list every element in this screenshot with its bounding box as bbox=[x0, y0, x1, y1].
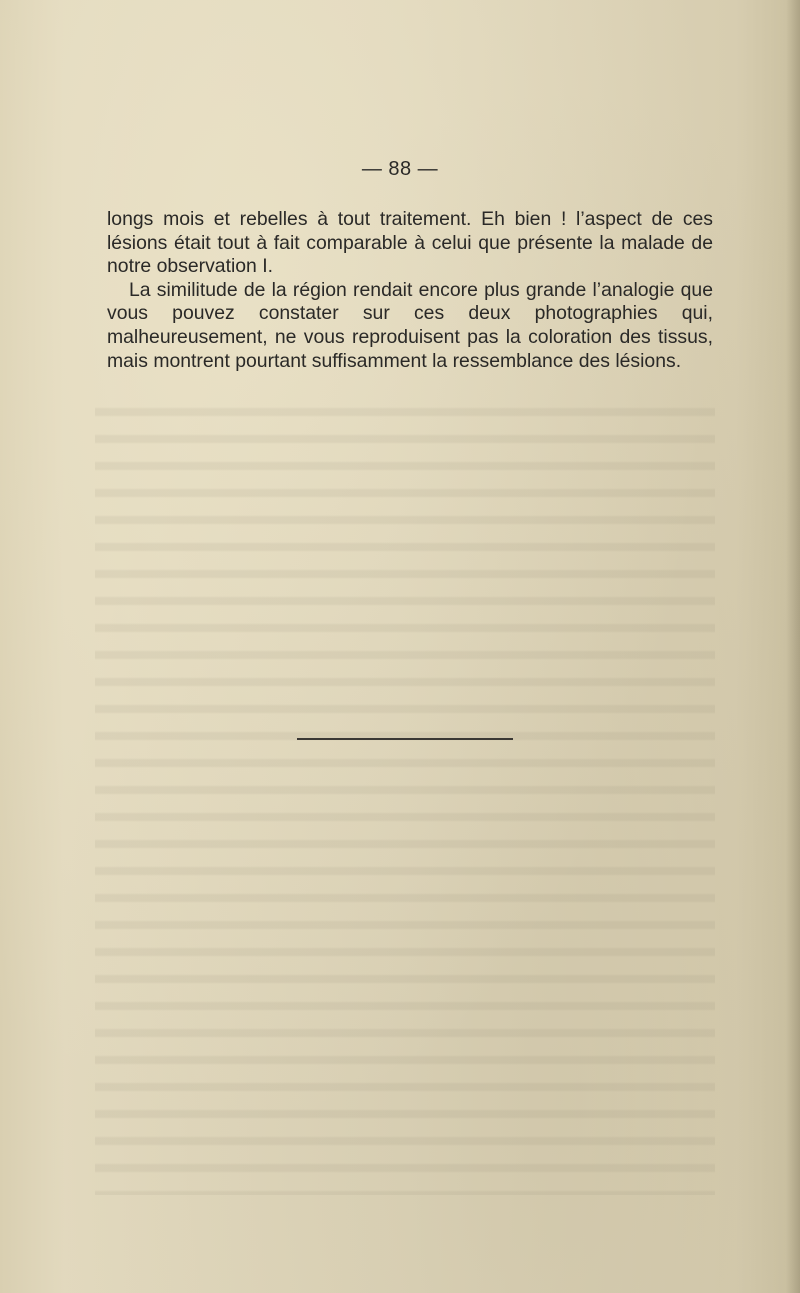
show-through-text bbox=[95, 395, 715, 1195]
paragraph-2: La similitude de la région rendait encore plus grande l’analogie que vous pouvez constater sur ces deux photographies qui, malheureusement, ne vous reproduisent pas la coloration des tissus, mais montrent pourtant suffisamment la ressemblance des lésions. bbox=[107, 278, 713, 372]
body-text bbox=[107, 208, 713, 373]
paragraph-1: longs mois et rebelles à tout traitement. Eh bien ! l’aspect de ces lésions était tout à fait comparable à celui que présente la malade de notre observation I. bbox=[107, 208, 713, 278]
page-number: — 88 — bbox=[361, 158, 439, 180]
section-rule bbox=[297, 738, 513, 740]
page-edge-shadow bbox=[786, 0, 800, 1293]
